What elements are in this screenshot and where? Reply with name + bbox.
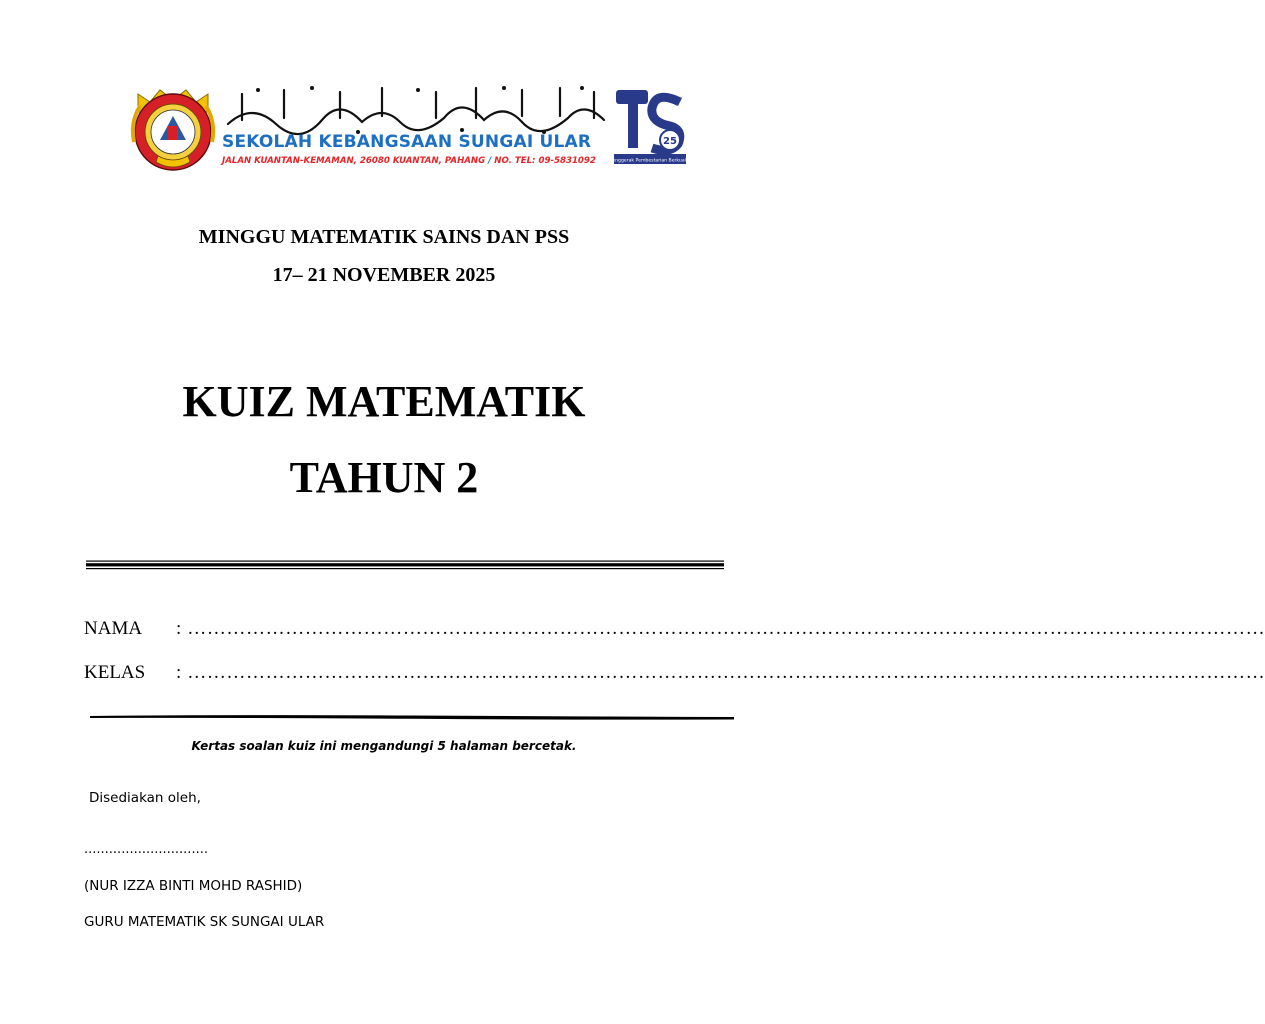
event-dates: 17– 21 NOVEMBER 2025 [272, 264, 496, 286]
phone-number: NO. TEL: 09-5831092 [494, 156, 596, 166]
badge-caption: Penggerak Pembestarian Berkualiti [609, 158, 691, 164]
kelas-label: KELAS [84, 662, 146, 683]
quiz-title: KUIZ MATEMATIK [182, 377, 586, 426]
divider-top [86, 560, 724, 570]
pages-note: Kertas soalan kuiz ini mengandungi 5 halaman bercetak. [191, 739, 577, 753]
school-crest-logo [130, 82, 216, 174]
teacher-name: (NUR IZZA BINTI MOHD RASHID) [84, 878, 303, 894]
badge-number: 25 [663, 136, 677, 147]
nama-label: NAMA [84, 618, 143, 639]
ts25-badge-logo [609, 88, 691, 166]
school-name: SEKOLAH KEBANGSAAN SUNGAI ULAR [222, 132, 592, 152]
jawi-calligraphy [222, 80, 610, 136]
signature-line: .............................. [84, 842, 208, 857]
address-separator: / [485, 156, 495, 166]
teacher-role: GURU MATEMATIK SK SUNGAI ULAR [84, 914, 325, 930]
school-address [222, 156, 622, 166]
kelas-fill-line: : ………………………………………………………………………………………………………………………………………………… [176, 662, 1265, 683]
quiz-year: TAHUN 2 [289, 453, 479, 502]
address-text: JALAN KUANTAN-KEMAMAN, 26080 KUANTAN, PAHANG [222, 156, 486, 166]
event-title: MINGGU MATEMATIK SAINS DAN PSS [198, 226, 570, 248]
divider-bottom [90, 712, 734, 722]
prepared-by-label: Disediakan oleh, [89, 790, 201, 806]
nama-fill-line: : ………………………………………………………………………………………………………………………………………………… [176, 618, 1265, 639]
